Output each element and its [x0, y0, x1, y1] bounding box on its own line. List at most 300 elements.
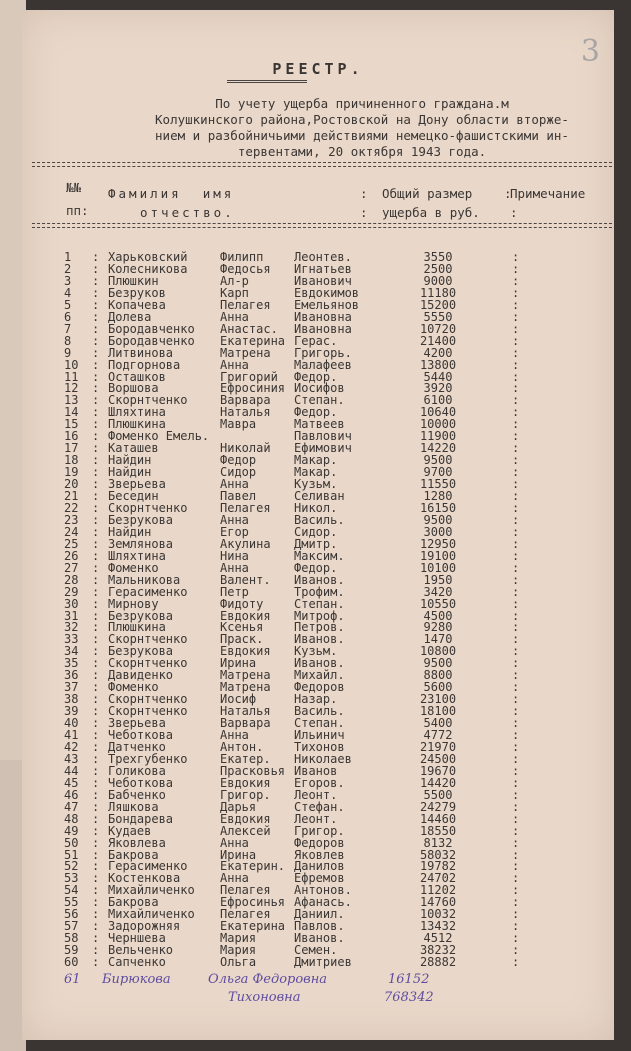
- row-name: Анна: [220, 728, 249, 742]
- row-surname: Безрукова: [108, 512, 174, 527]
- row-number: 36: [64, 668, 79, 683]
- row-amount: 19100: [419, 548, 457, 563]
- row-patronymic: Егоров.: [294, 775, 345, 790]
- row-number: 6: [64, 309, 72, 324]
- header-fio-2: отчество.: [140, 205, 235, 220]
- row-name: Фидоту: [220, 596, 264, 611]
- header-colon: :: [504, 186, 512, 201]
- row-number: 51: [64, 847, 79, 862]
- column-separator: :: [92, 369, 100, 384]
- row-surname: Скорнтченко: [108, 632, 188, 647]
- row-number: 43: [64, 751, 79, 766]
- row-amount: 5550: [423, 309, 453, 324]
- row-number: 11: [64, 369, 79, 384]
- row-surname: Скорнтченко: [108, 692, 188, 707]
- row-surname: Копачева: [108, 297, 166, 312]
- row-number: 4: [64, 285, 72, 300]
- row-number: 13: [64, 393, 79, 408]
- row-amount: 9700: [423, 465, 453, 480]
- row-surname: Мальникова: [108, 572, 181, 587]
- column-separator: :: [512, 656, 520, 671]
- row-name: Дарья: [220, 799, 257, 814]
- row-name: Екатер.: [220, 751, 271, 766]
- handwritten-patronymic: Тихоновна: [228, 990, 301, 1005]
- column-separator: :: [92, 453, 100, 468]
- row-surname: Мирнову: [108, 596, 159, 611]
- row-amount: 14460: [419, 811, 457, 826]
- row-patronymic: Малафеев: [294, 357, 352, 372]
- row-name: Евдокия: [220, 608, 271, 623]
- row-amount: 16150: [419, 500, 457, 515]
- row-patronymic: Федоров: [294, 680, 345, 695]
- column-separator: :: [92, 417, 100, 432]
- column-separator: :: [92, 751, 100, 766]
- row-amount: 4200: [423, 345, 453, 360]
- row-patronymic: Петров.: [294, 620, 345, 635]
- row-surname: Найдин: [108, 453, 152, 468]
- column-separator: :: [512, 285, 520, 300]
- row-surname: Землянова: [108, 536, 174, 551]
- row-amount: 5400: [423, 716, 453, 731]
- column-separator: :: [92, 692, 100, 707]
- row-surname: Колесникова: [108, 261, 188, 276]
- row-surname: Долева: [108, 309, 152, 324]
- column-separator: :: [512, 739, 520, 754]
- column-separator: :: [512, 453, 520, 468]
- row-amount: 1280: [423, 489, 453, 503]
- column-separator: :: [512, 692, 520, 707]
- row-number: 48: [64, 811, 79, 826]
- handwritten-num: 61: [64, 972, 81, 987]
- row-surname: Голикова: [108, 763, 166, 778]
- row-surname: Давиденко: [108, 668, 174, 683]
- column-separator: :: [512, 477, 520, 492]
- column-separator: :: [512, 489, 520, 503]
- row-surname: Бабченко: [108, 787, 166, 802]
- column-separator: :: [512, 381, 520, 396]
- column-separator: :: [512, 261, 520, 276]
- column-separator: :: [92, 943, 100, 958]
- row-amount: 21400: [419, 333, 457, 348]
- column-separator: :: [512, 608, 520, 623]
- row-surname: Шляхтина: [108, 548, 166, 563]
- row-amount: 10800: [419, 644, 457, 659]
- subtitle-line: тервентами, 20 октября 1943 года.: [237, 144, 487, 159]
- row-surname: Зверьева: [108, 477, 166, 492]
- row-patronymic: Федор.: [294, 369, 338, 384]
- column-separator: :: [512, 668, 520, 683]
- column-separator: :: [512, 429, 520, 444]
- row-number: 12: [64, 381, 79, 396]
- row-surname: Найдин: [108, 465, 152, 480]
- row-number: 19: [64, 465, 79, 480]
- row-name: Ефросиния: [220, 381, 286, 396]
- column-separator: :: [512, 273, 520, 288]
- row-name: Ольга: [220, 955, 257, 970]
- column-separator: :: [92, 704, 100, 719]
- row-patronymic: Евдокимов: [294, 285, 360, 300]
- row-name: Прасковья: [220, 763, 286, 778]
- row-name: Ксенья: [220, 620, 264, 635]
- column-separator: :: [92, 716, 100, 731]
- column-separator: :: [92, 441, 100, 456]
- row-surname: Шляхтина: [108, 405, 166, 420]
- row-surname: Скорнтченко: [108, 656, 188, 671]
- row-name: Валент.: [220, 572, 271, 587]
- row-patronymic: Федор.: [294, 405, 338, 420]
- row-name: Мария: [220, 943, 257, 958]
- row-number: 38: [64, 692, 79, 707]
- row-name: Алексей: [220, 823, 271, 838]
- row-amount: 10032: [419, 907, 457, 922]
- column-separator: :: [512, 405, 520, 420]
- column-separator: :: [92, 919, 100, 934]
- row-number: 58: [64, 931, 79, 946]
- row-surname: Плюшкина: [108, 417, 166, 432]
- row-number: 57: [64, 919, 79, 934]
- row-patronymic: Тихонов: [294, 739, 345, 754]
- column-separator: :: [92, 548, 100, 563]
- header-colon: :: [360, 205, 368, 220]
- row-patronymic: Федоров: [294, 835, 345, 850]
- row-amount: 23100: [419, 692, 457, 707]
- row-number: 49: [64, 823, 79, 838]
- row-name: Матрена: [220, 680, 271, 695]
- row-patronymic: Кузьм.: [294, 477, 338, 492]
- column-separator: :: [92, 512, 100, 527]
- row-amount: 58032: [419, 847, 457, 862]
- row-number: 54: [64, 883, 79, 898]
- row-number: 10: [64, 357, 79, 372]
- row-amount: 5600: [423, 680, 453, 695]
- column-separator: :: [512, 775, 520, 790]
- row-amount: 21970: [419, 739, 457, 754]
- column-separator: :: [92, 309, 100, 324]
- row-patronymic: Трофим.: [294, 584, 345, 599]
- row-surname: Плюшкин: [108, 273, 159, 288]
- row-patronymic: Семен.: [294, 943, 338, 958]
- row-number: 1: [64, 250, 72, 264]
- row-amount: 38232: [419, 943, 457, 958]
- subtitle-line: нием и разбойничьими действиями немецко-фашистскими ин-: [155, 128, 569, 143]
- row-number: 41: [64, 728, 79, 742]
- row-number: 2: [64, 261, 72, 276]
- row-name: Ирина: [220, 656, 257, 671]
- row-amount: 4500: [423, 608, 453, 623]
- row-patronymic: Ефимович: [294, 441, 352, 456]
- column-separator: :: [92, 632, 100, 647]
- row-amount: 13432: [419, 919, 457, 934]
- row-amount: 1950: [423, 572, 453, 587]
- column-separator: :: [512, 799, 520, 814]
- row-surname: Воршова: [108, 381, 159, 396]
- row-number: 23: [64, 512, 79, 527]
- row-amount: 24279: [419, 799, 457, 814]
- row-name: Наталья: [220, 704, 271, 719]
- row-number: 24: [64, 524, 79, 539]
- row-number: 16: [64, 429, 79, 444]
- row-amount: 14420: [419, 775, 457, 790]
- column-separator: :: [512, 871, 520, 886]
- column-separator: :: [512, 524, 520, 539]
- column-separator: :: [512, 596, 520, 611]
- row-amount: 4772: [423, 728, 453, 742]
- row-amount: 19782: [419, 859, 457, 874]
- row-name: Пелагея: [220, 297, 271, 312]
- row-amount: 3920: [423, 381, 453, 396]
- row-surname: Безрукова: [108, 608, 174, 623]
- row-amount: 5500: [423, 787, 453, 802]
- row-patronymic: Дмитр.: [294, 536, 338, 551]
- row-name: Евдокия: [220, 775, 271, 790]
- column-separator: :: [92, 955, 100, 970]
- row-patronymic: Герас.: [294, 333, 338, 348]
- subtitle-line: По учету ущерба причиненного граждана.м: [215, 96, 509, 111]
- column-separator: :: [92, 835, 100, 850]
- row-amount: 10640: [419, 405, 457, 420]
- column-separator: :: [512, 620, 520, 635]
- column-separator: :: [92, 871, 100, 886]
- column-separator: :: [512, 931, 520, 946]
- column-separator: :: [92, 321, 100, 336]
- row-name: Екатерина: [220, 333, 286, 348]
- column-separator: :: [92, 536, 100, 551]
- column-separator: :: [512, 369, 520, 384]
- row-name: Наталья: [220, 405, 271, 420]
- row-surname: Найдин: [108, 524, 152, 539]
- column-separator: :: [512, 500, 520, 515]
- row-patronymic: Иванов.: [294, 572, 345, 587]
- column-separator: :: [512, 548, 520, 563]
- header-num-1: №№: [66, 180, 82, 195]
- row-patronymic: Игнатьев: [294, 261, 352, 276]
- row-amount: 3550: [423, 250, 453, 264]
- column-separator: :: [512, 321, 520, 336]
- column-separator: :: [92, 381, 100, 396]
- row-surname: Фоменко: [108, 560, 159, 575]
- column-separator: :: [512, 357, 520, 372]
- row-amount: 3000: [423, 524, 453, 539]
- row-patronymic: Иосифов: [294, 381, 345, 396]
- row-number: 14: [64, 405, 79, 420]
- row-amount: 24702: [419, 871, 457, 886]
- column-separator: :: [512, 847, 520, 862]
- row-patronymic: Селиван: [294, 489, 345, 503]
- row-surname: Бакрова: [108, 895, 159, 910]
- row-number: 47: [64, 799, 79, 814]
- row-name: Анна: [220, 477, 249, 492]
- column-separator: :: [92, 680, 100, 695]
- row-surname: Литвинова: [108, 345, 174, 360]
- column-separator: :: [512, 883, 520, 898]
- column-separator: :: [92, 465, 100, 480]
- row-name: Антон.: [220, 739, 264, 754]
- row-amount: 9000: [423, 273, 453, 288]
- row-patronymic: Иванов.: [294, 656, 345, 671]
- column-separator: :: [92, 859, 100, 874]
- row-name: Анна: [220, 835, 249, 850]
- row-number: 56: [64, 907, 79, 922]
- column-separator: :: [92, 656, 100, 671]
- row-patronymic: Николаев: [294, 751, 352, 766]
- row-amount: 3420: [423, 584, 453, 599]
- header-num-2: пп:: [66, 203, 89, 218]
- row-name: Евдокия: [220, 644, 271, 659]
- column-separator: :: [512, 512, 520, 527]
- row-amount: 19670: [419, 763, 457, 778]
- row-amount: 8800: [423, 668, 453, 683]
- row-number: 37: [64, 680, 79, 695]
- column-separator: :: [92, 489, 100, 503]
- row-name: Иосиф: [220, 692, 257, 707]
- handwritten-total: 768342: [384, 990, 434, 1005]
- row-amount: 10100: [419, 560, 457, 575]
- row-name: Екатерина: [220, 919, 286, 934]
- row-number: 15: [64, 417, 79, 432]
- row-name: Анна: [220, 560, 249, 575]
- row-name: Матрена: [220, 668, 271, 683]
- column-separator: :: [92, 728, 100, 742]
- column-separator: :: [92, 500, 100, 515]
- row-surname: Михайличенко: [108, 907, 195, 922]
- column-separator: :: [92, 907, 100, 922]
- row-name: Анна: [220, 357, 249, 372]
- row-number: 52: [64, 859, 79, 874]
- row-number: 9: [64, 345, 72, 360]
- row-amount: 9280: [423, 620, 453, 635]
- row-name: Варвара: [220, 393, 271, 408]
- row-surname: Фоменко: [108, 680, 159, 695]
- row-number: 30: [64, 596, 79, 611]
- row-surname: Каташев: [108, 441, 159, 456]
- row-number: 28: [64, 572, 79, 587]
- row-surname: Вельченко: [108, 943, 174, 958]
- row-patronymic: Максим.: [294, 548, 345, 563]
- header-note: Примечание: [510, 186, 586, 201]
- row-name: Федор: [220, 453, 257, 468]
- row-amount: 8132: [423, 835, 453, 850]
- row-number: 25: [64, 536, 79, 551]
- row-surname: Безрукова: [108, 644, 174, 659]
- row-patronymic: Григорь.: [294, 345, 352, 360]
- row-patronymic: Дмитриев: [294, 955, 352, 970]
- column-separator: :: [512, 728, 520, 742]
- row-patronymic: Леонтев.: [294, 250, 352, 264]
- row-surname: Осташков: [108, 369, 166, 384]
- row-name: Егор: [220, 524, 249, 539]
- row-amount: 9500: [423, 453, 453, 468]
- row-number: 3: [64, 273, 72, 288]
- row-number: 7: [64, 321, 72, 336]
- column-separator: :: [92, 524, 100, 539]
- row-name: Мавра: [220, 417, 257, 432]
- column-separator: :: [92, 644, 100, 659]
- row-amount: 2500: [423, 261, 453, 276]
- column-separator: :: [512, 811, 520, 826]
- row-name: Федосья: [220, 261, 271, 276]
- column-separator: :: [512, 584, 520, 599]
- row-surname: Беседин: [108, 489, 159, 503]
- row-amount: 12950: [419, 536, 457, 551]
- handwritten-surname: Бирюкова: [102, 972, 171, 987]
- row-amount: 6100: [423, 393, 453, 408]
- column-separator: :: [92, 823, 100, 838]
- row-patronymic: Степан.: [294, 716, 345, 731]
- column-separator: :: [92, 273, 100, 288]
- column-separator: :: [92, 429, 100, 444]
- row-number: 46: [64, 787, 79, 802]
- row-patronymic: Макар.: [294, 453, 338, 468]
- column-separator: :: [92, 608, 100, 623]
- row-surname: Трехгубенко: [108, 751, 188, 766]
- row-amount: 14220: [419, 441, 457, 456]
- row-surname: Кудаев: [108, 823, 152, 838]
- column-separator: :: [92, 560, 100, 575]
- row-name: Григорий: [220, 369, 278, 384]
- column-separator: :: [92, 931, 100, 946]
- row-name: Григор.: [220, 787, 271, 802]
- row-surname: Плюшкина: [108, 620, 166, 635]
- row-name: Анна: [220, 309, 249, 324]
- row-surname: Фоменко Емель.: [108, 429, 210, 444]
- column-separator: :: [92, 250, 100, 264]
- row-surname: Задорожняя: [108, 919, 181, 934]
- row-amount: 11550: [419, 477, 457, 492]
- document-page: [22, 10, 614, 1040]
- row-patronymic: Степан.: [294, 393, 345, 408]
- row-name: Карп: [220, 285, 249, 300]
- column-separator: :: [512, 441, 520, 456]
- row-patronymic: Ильинич: [294, 728, 345, 742]
- row-surname: Скорнтченко: [108, 500, 188, 515]
- column-separator: :: [512, 333, 520, 348]
- column-separator: :: [92, 775, 100, 790]
- column-separator: :: [92, 261, 100, 276]
- column-separator: :: [92, 333, 100, 348]
- row-amount: 11202: [419, 883, 457, 898]
- row-surname: Подгорнова: [108, 357, 181, 372]
- row-patronymic: Яковлев: [294, 847, 345, 862]
- column-separator: :: [512, 907, 520, 922]
- column-separator: :: [512, 417, 520, 432]
- row-name: Анна: [220, 512, 249, 527]
- column-separator: :: [92, 668, 100, 683]
- column-separator: :: [92, 477, 100, 492]
- row-surname: Ляшкова: [108, 799, 159, 814]
- row-surname: Яковлева: [108, 835, 166, 850]
- row-patronymic: Матвеев: [294, 417, 345, 432]
- row-amount: 1470: [423, 632, 453, 647]
- row-patronymic: Даниил.: [294, 907, 345, 922]
- column-separator: :: [92, 739, 100, 754]
- row-patronymic: Павлов.: [294, 919, 345, 934]
- row-patronymic: Стефан.: [294, 799, 345, 814]
- column-separator: :: [512, 704, 520, 719]
- row-number: 22: [64, 500, 79, 515]
- column-separator: :: [92, 345, 100, 360]
- row-surname: Зверьева: [108, 716, 166, 731]
- row-number: 50: [64, 835, 79, 850]
- column-separator: :: [512, 835, 520, 850]
- row-number: 21: [64, 489, 79, 503]
- row-amount: 10550: [419, 596, 457, 611]
- header-bottom-rule: [32, 223, 612, 228]
- row-patronymic: Иванов.: [294, 931, 345, 946]
- row-amount: 11900: [419, 429, 457, 444]
- row-number: 55: [64, 895, 79, 910]
- row-surname: Безруков: [108, 285, 166, 300]
- row-number: 39: [64, 704, 79, 719]
